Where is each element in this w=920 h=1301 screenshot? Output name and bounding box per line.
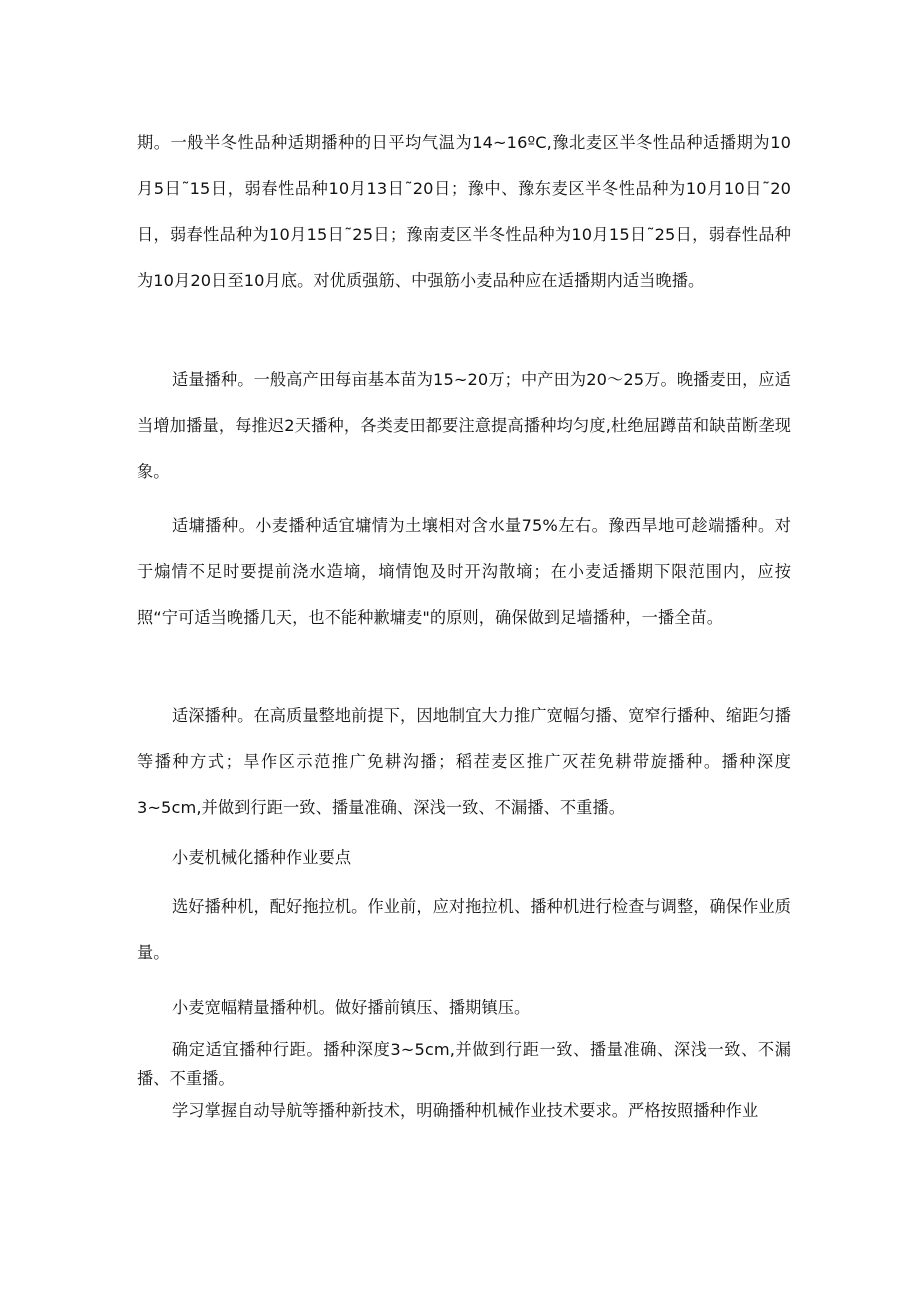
paragraph-soil-moisture: 适墉播种。小麦播种适宜墉情为土壤相对含水量75%左右。豫西旱地可趁端播种。对于煽情不足时要提前浇水造墒，墒情饱及时开沟散墒；在小麦适播期下限范围内，应按照“宁可适当晚播几天，也不能种歉墉麦"的原则，确保做到足墙播种，一播全苗。 <box>137 516 791 627</box>
paragraph-machine-selection: 选好播种机，配好拖拉机。作业前，应对拖拉机、播种机进行检查与调整，确保作业质量。 <box>137 897 791 962</box>
section-heading-mechanized-sowing: 小麦机械化播种作业要点 <box>172 848 352 867</box>
paragraph-sowing-rate: 适量播种。一般高产田每亩基本苗为15~20万；中产田为20～25万。晚播麦田，应适当增加播量，每推迟2天播种，各类麦田都要注意提高播种均匀度,杜绝屈蹲苗和缺苗断垄现象。 <box>137 370 791 481</box>
paragraph-sowing-period: 期。一般半冬性品种适期播种的日平均气温为14~16ºC,豫北麦区半冬性品种适播期为10月5日˜15日，弱春性品种10月13日˜20日；豫中、豫东麦区半冬性品种为10月10日˜20日，弱春性品种为10月15日˜25日；豫南麦区半冬性品种为10月15日˜25日，弱春性品种为10月20日至10月底。对优质强筋、中强筋小麦品种应在适播期内适当晚播。 <box>137 133 791 290</box>
paragraph-wide-precision-seeder: 小麦宽幅精量播种机。做好播前镇压、播期镇压。 <box>172 998 531 1017</box>
paragraph-row-spacing: 确定适宜播种行距。播种深度3~5cm,并做到行距一致、播量准确、深浅一致、不漏播、不重播。 <box>137 1040 791 1088</box>
paragraph-sowing-depth: 适深播种。在高质量整地前提下，因地制宜大力推广宽幅匀播、宽窄行播种、缩距匀播等播种方式；旱作区示范推广免耕沟播；稻茬麦区推广灭茬免耕带旋播种。播种深度3~5cm,并做到行距一致、播量准确、深浅一致、不漏播、不重播。 <box>137 706 791 817</box>
paragraph-new-technology: 学习掌握自动导航等播种新技术，明确播种机械作业技术要求。严格按照播种作业 <box>172 1101 759 1120</box>
